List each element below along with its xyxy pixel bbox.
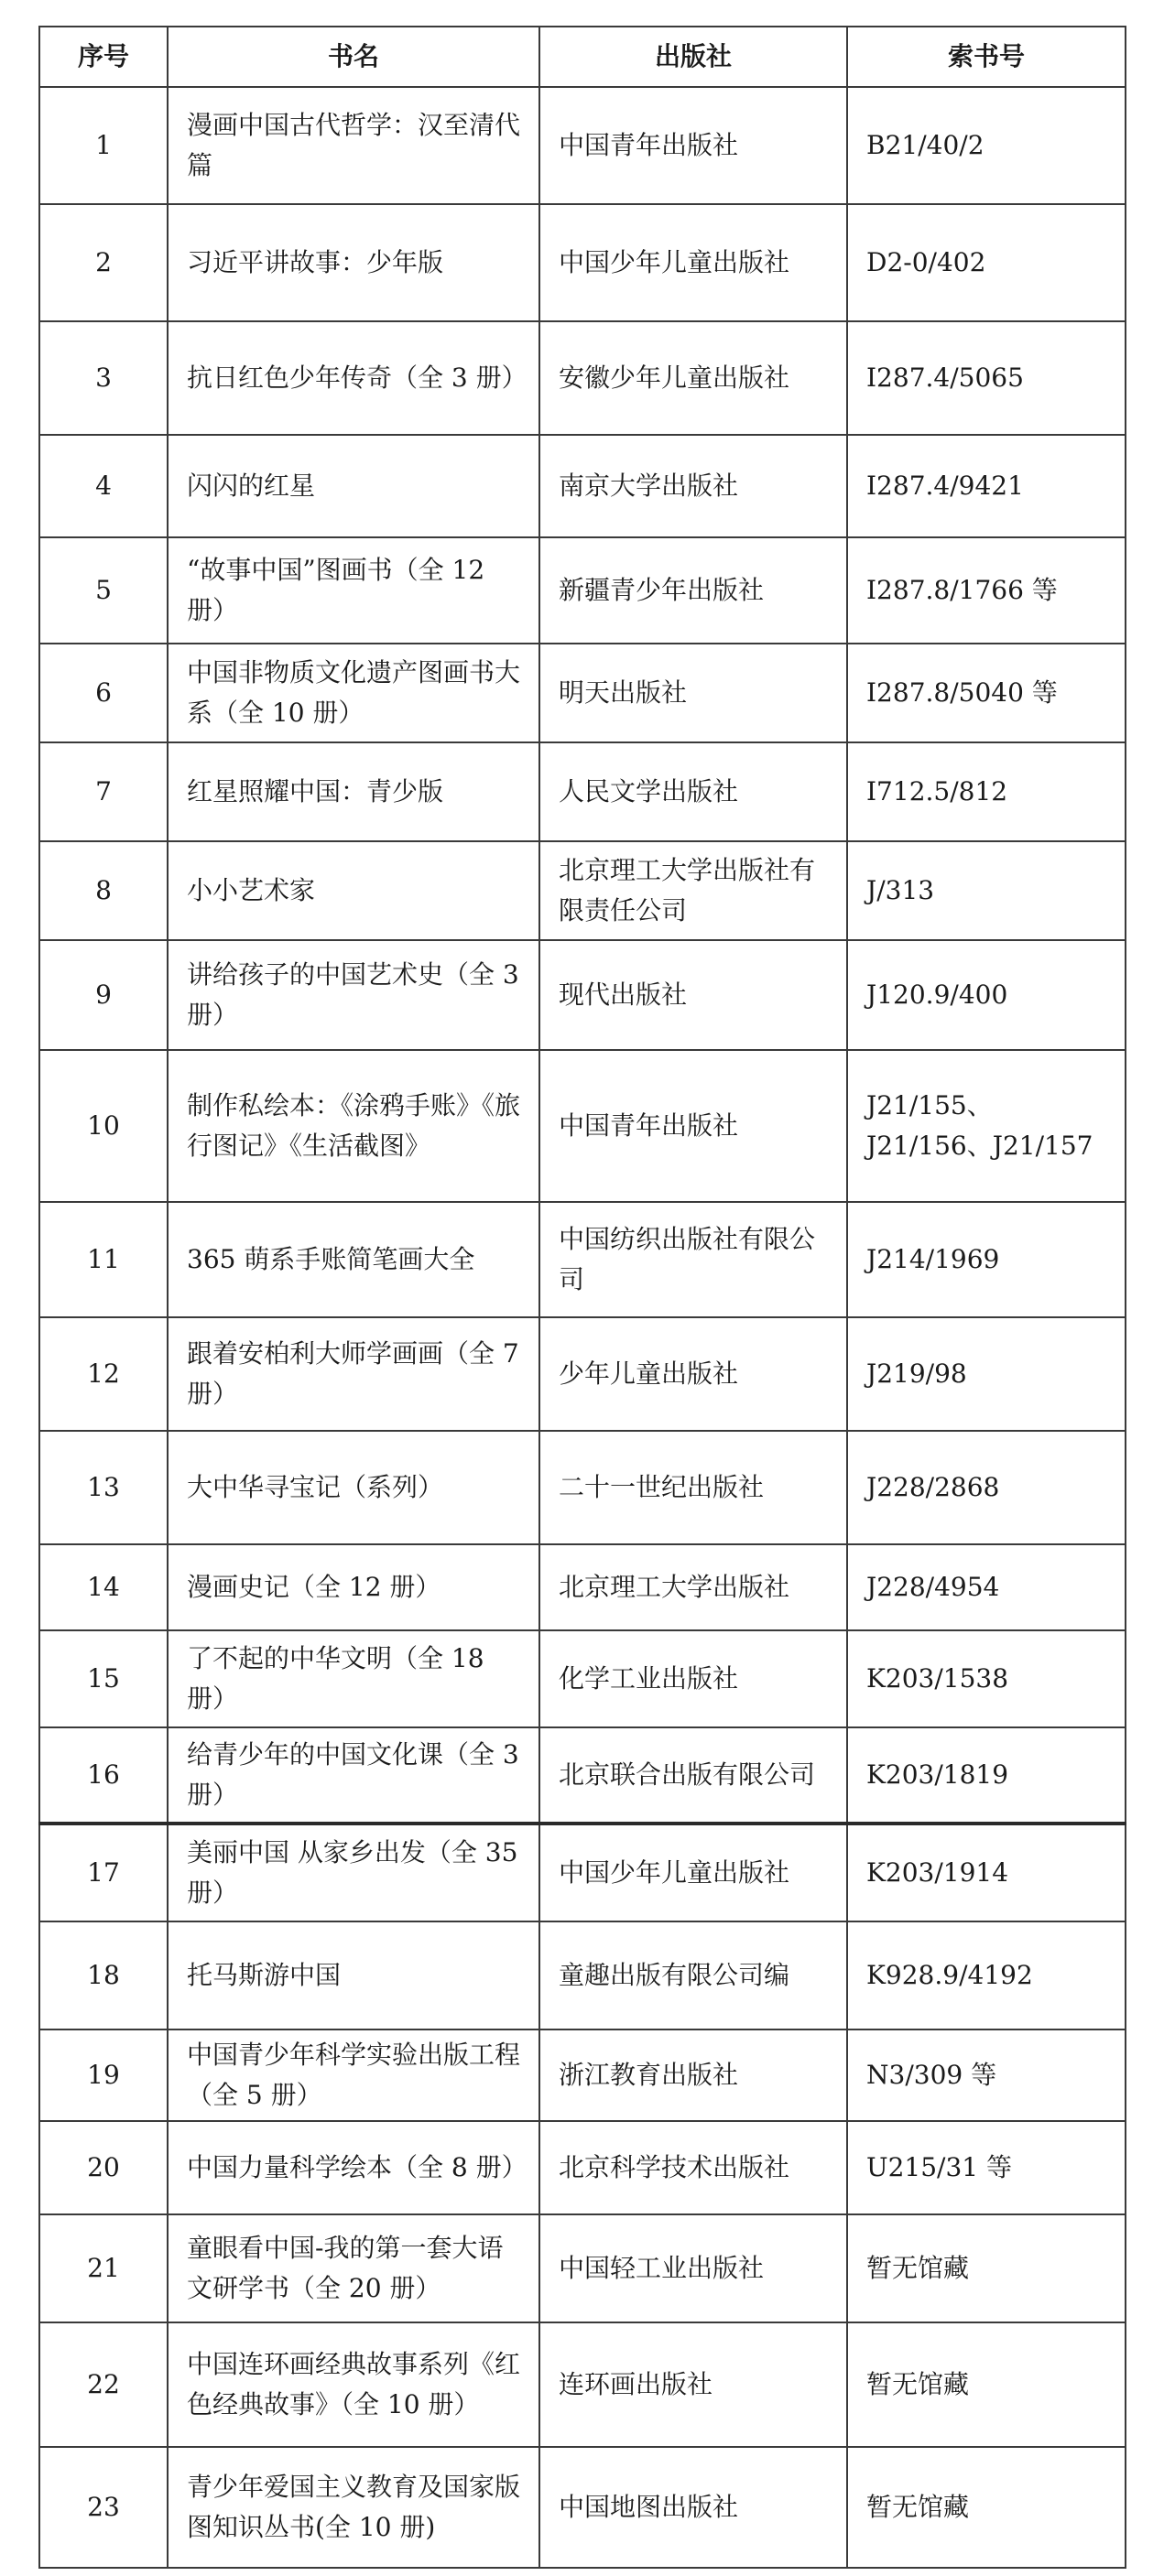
row-index: 4 <box>39 435 168 537</box>
row-call-number: J214/1969 <box>847 1202 1126 1317</box>
row-call-number: I287.4/9421 <box>847 435 1126 537</box>
row-index: 22 <box>39 2322 168 2447</box>
table-row <box>39 1544 1126 1630</box>
table-row <box>39 644 1126 742</box>
table-row <box>39 1050 1126 1202</box>
row-index: 3 <box>39 321 168 435</box>
row-publisher: 中国少年儿童出版社 <box>539 204 847 321</box>
book-list-sheet <box>38 26 1125 2569</box>
row-title: 漫画中国古代哲学：汉至清代篇 <box>168 87 539 204</box>
table-row <box>39 841 1126 940</box>
header-row <box>39 27 1126 87</box>
table-row <box>39 2447 1126 2568</box>
table-row <box>39 1921 1126 2029</box>
row-index: 13 <box>39 1431 168 1544</box>
row-index: 11 <box>39 1202 168 1317</box>
row-call-number: K203/1914 <box>847 1824 1126 1921</box>
row-publisher: 童趣出版有限公司编 <box>539 1921 847 2029</box>
row-title: 小小艺术家 <box>168 841 539 940</box>
row-call-number: K928.9/4192 <box>847 1921 1126 2029</box>
row-title: 红星照耀中国：青少版 <box>168 742 539 841</box>
table-row <box>39 1202 1126 1317</box>
table-row <box>39 1727 1126 1824</box>
row-publisher: 现代出版社 <box>539 940 847 1050</box>
row-index: 5 <box>39 537 168 644</box>
row-index: 6 <box>39 644 168 742</box>
table-row <box>39 1317 1126 1431</box>
header-call-number: 索书号 <box>847 27 1126 87</box>
row-index: 17 <box>39 1824 168 1921</box>
row-title: 青少年爱国主义教育及国家版图知识丛书(全 10 册) <box>168 2447 539 2568</box>
row-title: 365 萌系手账简笔画大全 <box>168 1202 539 1317</box>
row-call-number: I287.8/1766 等 <box>847 537 1126 644</box>
table-row <box>39 1431 1126 1544</box>
table-body <box>39 87 1126 2568</box>
row-title: 讲给孩子的中国艺术史（全 3 册） <box>168 940 539 1050</box>
row-index: 23 <box>39 2447 168 2568</box>
row-title: 抗日红色少年传奇（全 3 册） <box>168 321 539 435</box>
row-publisher: 浙江教育出版社 <box>539 2029 847 2121</box>
row-title: 中国青少年科学实验出版工程（全 5 册） <box>168 2029 539 2121</box>
row-title: 给青少年的中国文化课（全 3 册） <box>168 1727 539 1824</box>
table-row <box>39 2214 1126 2322</box>
row-call-number: I287.8/5040 等 <box>847 644 1126 742</box>
row-publisher: 北京联合出版有限公司 <box>539 1727 847 1824</box>
row-call-number: B21/40/2 <box>847 87 1126 204</box>
row-title: 习近平讲故事：少年版 <box>168 204 539 321</box>
table-row <box>39 2029 1126 2121</box>
table-row <box>39 940 1126 1050</box>
row-publisher: 北京理工大学出版社 <box>539 1544 847 1630</box>
row-title: 漫画史记（全 12 册） <box>168 1544 539 1630</box>
header-publisher: 出版社 <box>539 27 847 87</box>
row-publisher: 南京大学出版社 <box>539 435 847 537</box>
row-call-number: U215/31 等 <box>847 2121 1126 2214</box>
row-title: 了不起的中华文明（全 18 册） <box>168 1630 539 1727</box>
row-title: 制作私绘本：《涂鸦手账》《旅行图记》《生活截图》 <box>168 1050 539 1202</box>
row-publisher: 中国青年出版社 <box>539 1050 847 1202</box>
row-index: 8 <box>39 841 168 940</box>
row-publisher: 北京理工大学出版社有限责任公司 <box>539 841 847 940</box>
row-title: 中国力量科学绘本（全 8 册） <box>168 2121 539 2214</box>
table-row <box>39 1824 1126 1921</box>
row-title: 跟着安柏利大师学画画（全 7 册） <box>168 1317 539 1431</box>
row-call-number: J228/2868 <box>847 1431 1126 1544</box>
row-index: 2 <box>39 204 168 321</box>
row-call-number: N3/309 等 <box>847 2029 1126 2121</box>
row-publisher: 中国纺织出版社有限公司 <box>539 1202 847 1317</box>
row-index: 9 <box>39 940 168 1050</box>
header-title: 书名 <box>168 27 539 87</box>
row-title: 中国连环画经典故事系列《红色经典故事》（全 10 册） <box>168 2322 539 2447</box>
row-index: 15 <box>39 1630 168 1727</box>
row-title: 闪闪的红星 <box>168 435 539 537</box>
row-publisher: 中国轻工业出版社 <box>539 2214 847 2322</box>
header-index: 序号 <box>39 27 168 87</box>
row-publisher: 中国地图出版社 <box>539 2447 847 2568</box>
row-title: 中国非物质文化遗产图画书大系（全 10 册） <box>168 644 539 742</box>
row-call-number: K203/1819 <box>847 1727 1126 1824</box>
row-index: 16 <box>39 1727 168 1824</box>
table-header <box>39 27 1126 87</box>
row-title: 大中华寻宝记（系列） <box>168 1431 539 1544</box>
row-publisher: 少年儿童出版社 <box>539 1317 847 1431</box>
row-title: “故事中国”图画书（全 12 册） <box>168 537 539 644</box>
row-publisher: 明天出版社 <box>539 644 847 742</box>
table-row <box>39 204 1126 321</box>
row-call-number: 暂无馆藏 <box>847 2447 1126 2568</box>
table-row <box>39 742 1126 841</box>
table-row <box>39 537 1126 644</box>
table-row <box>39 2322 1126 2447</box>
table-row <box>39 321 1126 435</box>
row-publisher: 新疆青少年出版社 <box>539 537 847 644</box>
row-index: 19 <box>39 2029 168 2121</box>
table-row <box>39 1630 1126 1727</box>
row-call-number: I712.5/812 <box>847 742 1126 841</box>
row-publisher: 安徽少年儿童出版社 <box>539 321 847 435</box>
row-title: 托马斯游中国 <box>168 1921 539 2029</box>
row-index: 18 <box>39 1921 168 2029</box>
row-call-number: 暂无馆藏 <box>847 2214 1126 2322</box>
row-call-number: J21/155、J21/156、J21/157 <box>847 1050 1126 1202</box>
row-publisher: 中国少年儿童出版社 <box>539 1824 847 1921</box>
row-index: 21 <box>39 2214 168 2322</box>
row-title: 童眼看中国-我的第一套大语文研学书（全 20 册） <box>168 2214 539 2322</box>
row-title: 美丽中国 从家乡出发（全 35 册） <box>168 1824 539 1921</box>
row-publisher: 中国青年出版社 <box>539 87 847 204</box>
row-index: 14 <box>39 1544 168 1630</box>
row-index: 20 <box>39 2121 168 2214</box>
table-row <box>39 87 1126 204</box>
row-call-number: D2-0/402 <box>847 204 1126 321</box>
table-row <box>39 2121 1126 2214</box>
row-publisher: 人民文学出版社 <box>539 742 847 841</box>
row-publisher: 连环画出版社 <box>539 2322 847 2447</box>
row-call-number: J/313 <box>847 841 1126 940</box>
row-index: 12 <box>39 1317 168 1431</box>
table-row <box>39 435 1126 537</box>
row-call-number: J228/4954 <box>847 1544 1126 1630</box>
row-index: 1 <box>39 87 168 204</box>
row-call-number: I287.4/5065 <box>847 321 1126 435</box>
book-list-table <box>38 26 1126 2569</box>
row-call-number: J120.9/400 <box>847 940 1126 1050</box>
row-index: 10 <box>39 1050 168 1202</box>
row-index: 7 <box>39 742 168 841</box>
row-publisher: 二十一世纪出版社 <box>539 1431 847 1544</box>
row-call-number: J219/98 <box>847 1317 1126 1431</box>
row-call-number: K203/1538 <box>847 1630 1126 1727</box>
row-call-number: 暂无馆藏 <box>847 2322 1126 2447</box>
row-publisher: 化学工业出版社 <box>539 1630 847 1727</box>
row-publisher: 北京科学技术出版社 <box>539 2121 847 2214</box>
